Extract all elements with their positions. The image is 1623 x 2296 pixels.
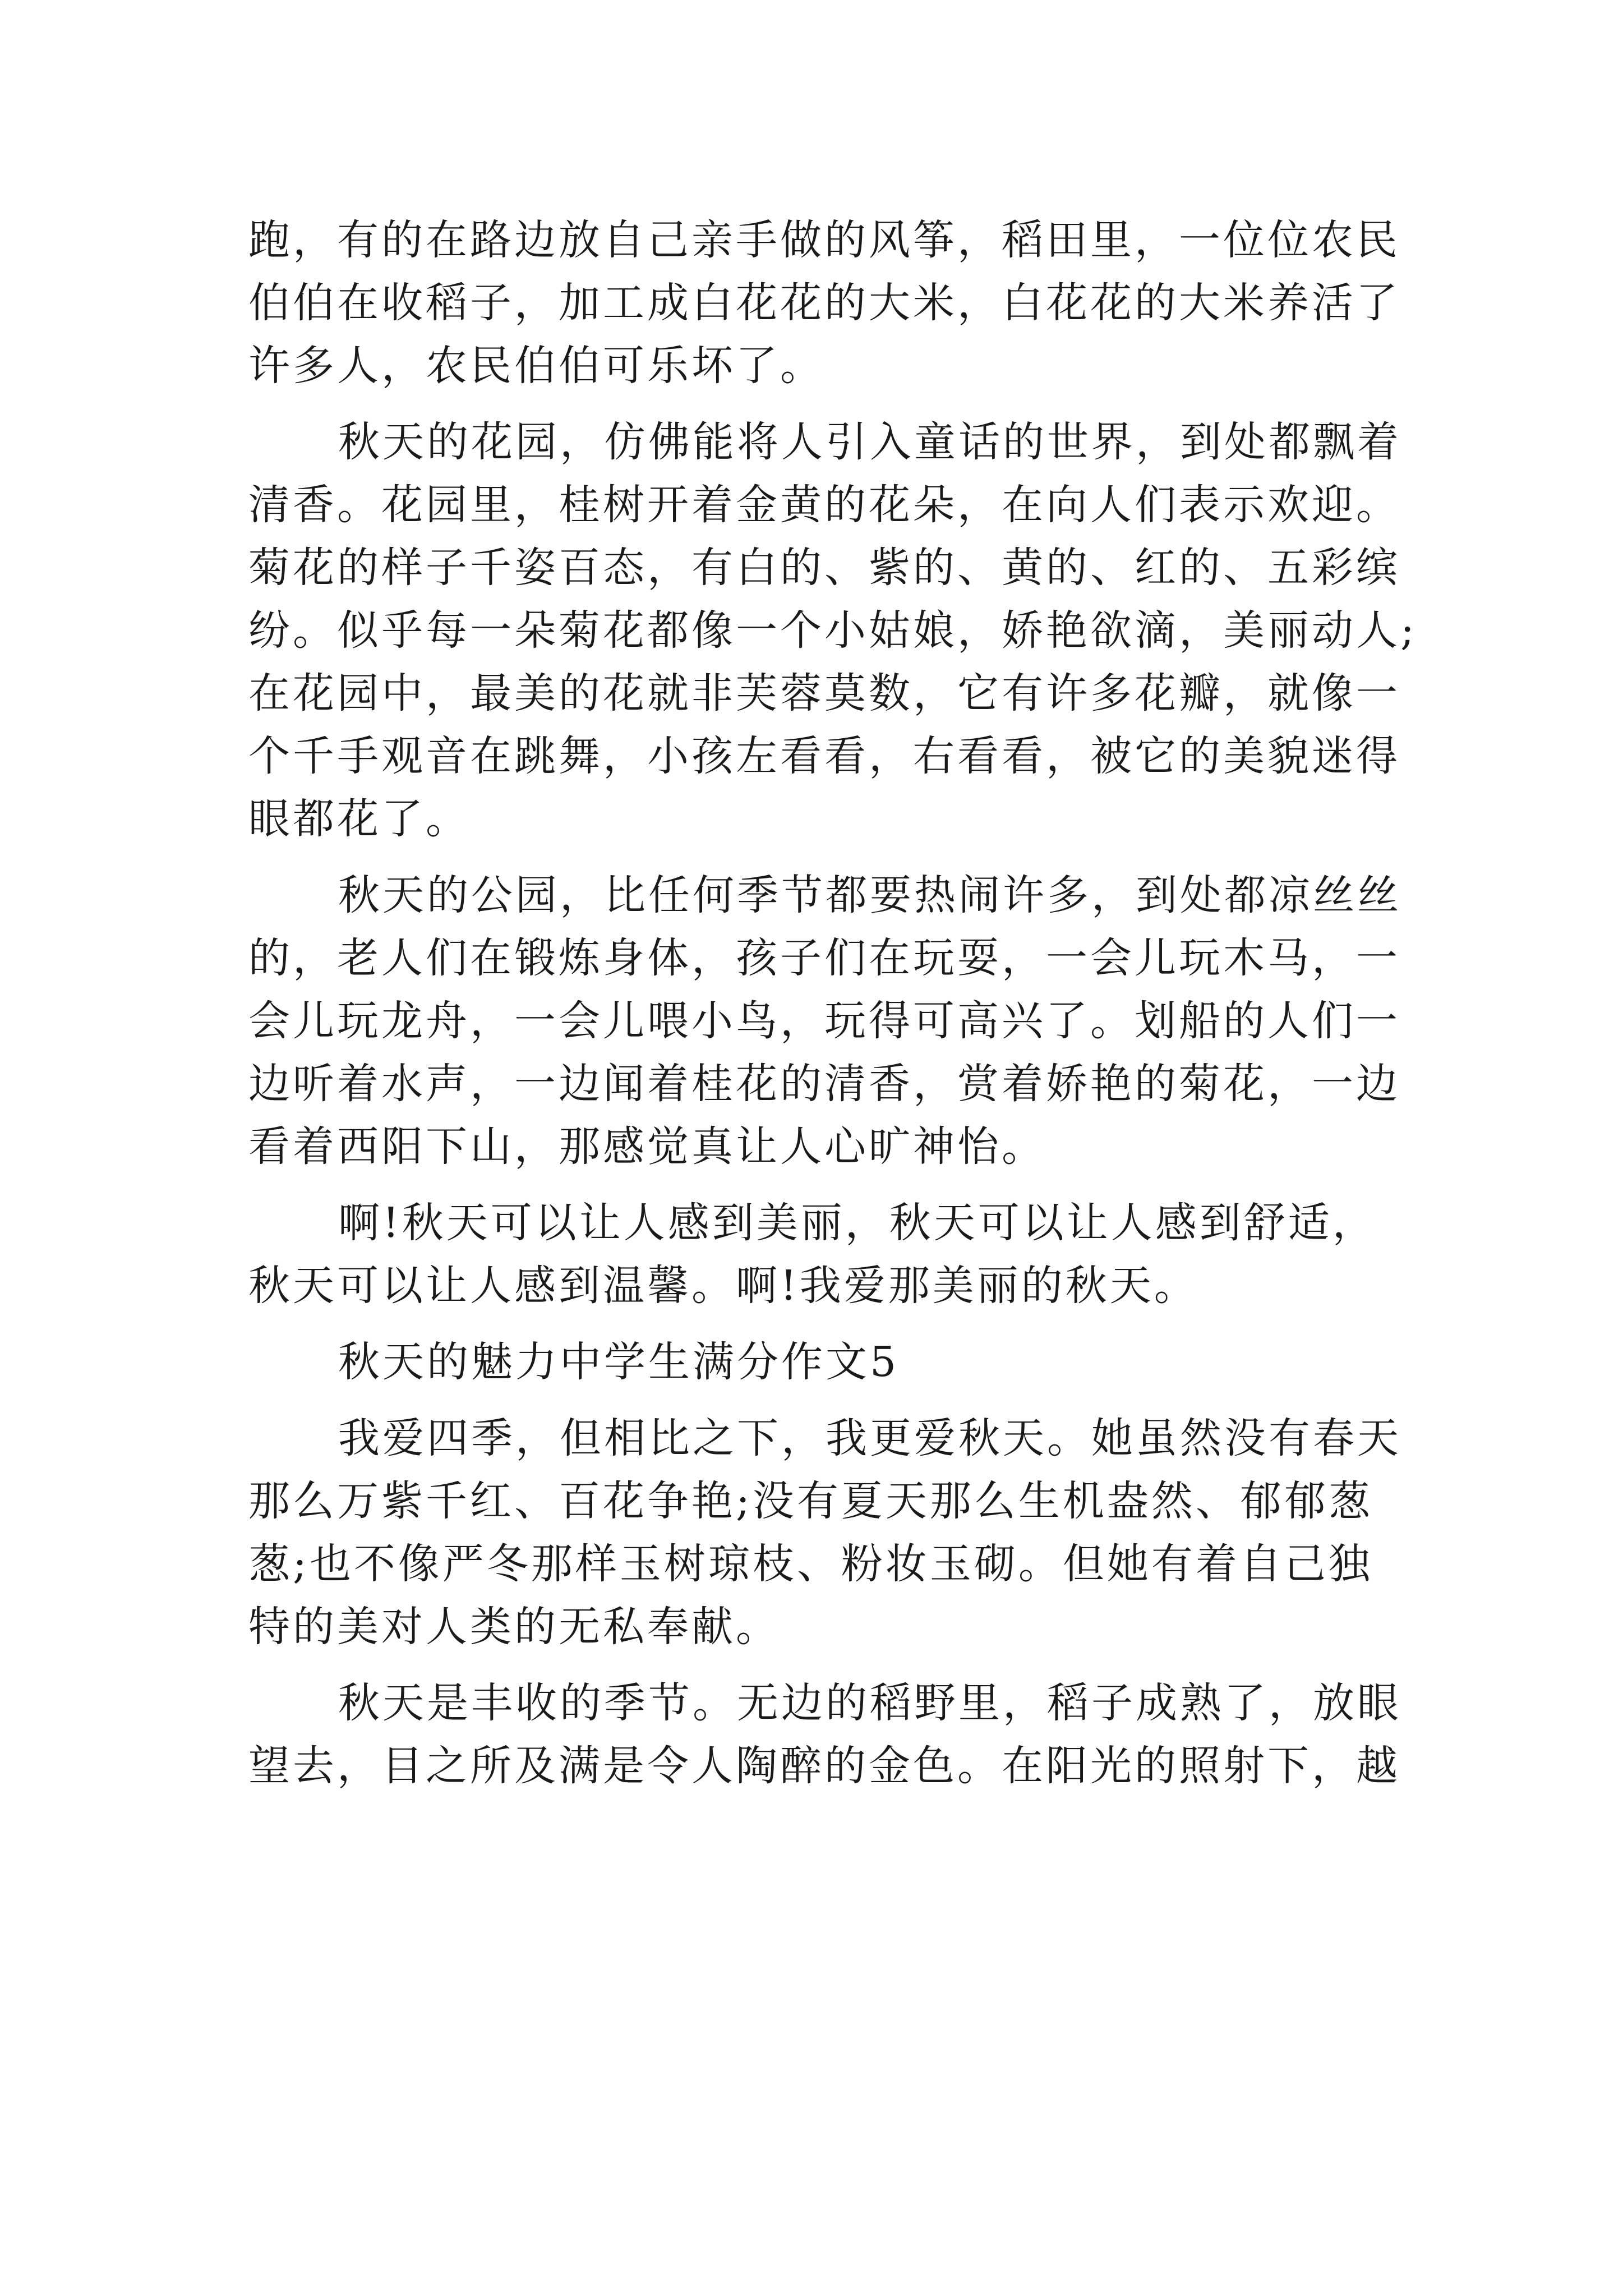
text-line: 许多人，农民伯伯可乐坏了。 — [248, 342, 824, 390]
heading-text: 秋天的魅力中学生满分作文5 — [338, 1338, 900, 1386]
paragraph — [248, 411, 1417, 850]
text-line: 在花园中，最美的花就非芙蓉莫数，它有许多花瓣，就像一 — [248, 669, 1400, 717]
paragraph — [248, 1672, 1401, 1797]
text-line: 清香。花园里，桂树开着金黄的花朵，在向人们表示欢迎。 — [248, 481, 1400, 529]
text-line: 菊花的样子千姿百态，有白的、紫的、黄的、红的、五彩缤 — [248, 544, 1400, 592]
text-line: 秋天可以让人感到温馨。啊!我爱那美丽的秋天。 — [248, 1262, 1198, 1310]
article-body — [248, 209, 1417, 1811]
text-line: 秋天的花园，仿佛能将人引入童话的世界，到处都飘着 — [338, 418, 1401, 466]
text-line: 会儿玩龙舟，一会儿喂小鸟，玩得可高兴了。划船的人们一 — [248, 997, 1400, 1045]
text-line: 伯伯在收稻子，加工成白花花的大米，白花花的大米养活了 — [248, 279, 1400, 327]
text-line: 纷。似乎每一朵菊花都像一个小姑娘，娇艳欲滴，美丽动人; — [248, 606, 1417, 655]
text-line: 葱;也不像严冬那样玉树琼枝、粉妆玉砌。但她有着自己独 — [248, 1540, 1373, 1588]
paragraph — [248, 209, 1400, 397]
text-line: 眼都花了。 — [248, 795, 470, 843]
text-line: 特的美对人类的无私奉献。 — [248, 1603, 780, 1651]
text-line: 的，老人们在锻炼身体，孩子们在玩耍，一会儿玩木马，一 — [248, 934, 1400, 982]
text-line: 望去，目之所及满是令人陶醉的金色。在阳光的照射下，越 — [248, 1742, 1400, 1790]
paragraph — [248, 1407, 1401, 1658]
text-line: 我爱四季，但相比之下，我更爱秋天。她虽然没有春天 — [338, 1414, 1401, 1462]
text-line: 跑，有的在路边放自己亲手做的风筝，稻田里，一位位农民 — [248, 216, 1400, 264]
text-line: 秋天是丰收的季节。无边的稻野里，稻子成熟了，放眼 — [338, 1679, 1401, 1727]
text-line: 看着西阳下山，那感觉真让人心旷神怡。 — [248, 1122, 1046, 1171]
section-heading — [248, 1331, 1393, 1393]
text-line: 那么万紫千红、百花争艳;没有夏天那么生机盎然、郁郁葱 — [248, 1477, 1373, 1525]
text-line: 秋天的公园，比任何季节都要热闹许多，到处都凉丝丝 — [338, 871, 1401, 919]
text-line: 边听着水声，一边闻着桂花的清香，赏着娇艳的菊花，一边 — [248, 1060, 1400, 1108]
paragraph — [248, 864, 1401, 1178]
text-line: 个千手观音在跳舞，小孩左看看，右看看，被它的美貌迷得 — [248, 732, 1400, 780]
paragraph — [248, 1191, 1393, 1317]
text-line: 啊!秋天可以让人感到美丽，秋天可以让人感到舒适， — [338, 1199, 1377, 1247]
